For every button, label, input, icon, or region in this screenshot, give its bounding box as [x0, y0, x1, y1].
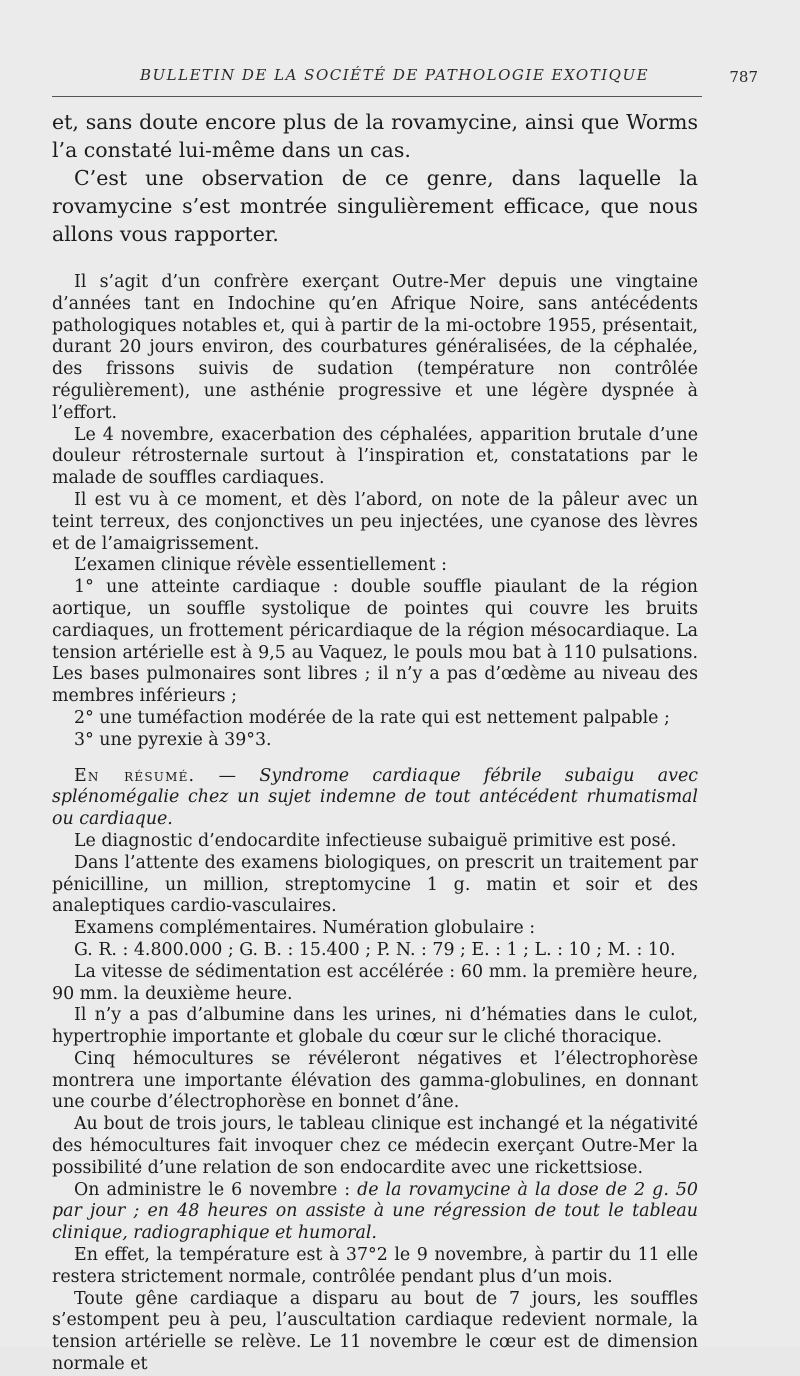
summary-label: En résumé.: [74, 765, 196, 786]
rest-paragraph: Cinq hémocultures se révéleront négatives et l’électrophorèse montrera une importante élévation des gamma-globulines, en donnant une courbe d’électrophorèse en bonnet d’âne.: [52, 1048, 698, 1113]
summary-text: Syndrome cardiaque fébrile subaigu avec splénomégalie chez un sujet indemne de tout antécédent rhumatismal ou cardiaque.: [52, 765, 698, 830]
running-title: BULLETIN DE LA SOCIÉTÉ DE PATHOLOGIE EXOTIQUE: [140, 66, 650, 84]
rest-paragraph: Au bout de trois jours, le tableau clinique est inchangé et la négativité des hémocultures fait invoquer chez ce médecin exerçant Outre-Mer la possibilité d’une relation de son endocardite avec une rickettsiose.: [52, 1114, 698, 1178]
case-paragraph: Le 4 novembre, exacerbation des céphalées, apparition brutale d’une douleur rétrosternale surtout à l’inspiration et, constatations par le malade de souffles cardiaques.: [52, 424, 698, 489]
case-list-item: 1° une atteinte cardiaque : double souffle piaulant de la région aortique, un souffle systolique de pointes qui couvre les bruits cardiaques, un frottement péricardiaque de la région mésocardiaque. La tension artérielle est à 9,5 au Vaquez, le pouls mou bat à 110 pulsations. Les bases pulmonaires sont libres ; il n’y a pas d’œdème au niveau des membres inférieurs ;: [52, 577, 698, 707]
rest-paragraph: Toute gêne cardiaque a disparu au bout de 7 jours, les souffles s’estompent peu à peu, l’auscultation cardiaque redevient normale, la tension artérielle se relève. Le 11 novembre le cœur est de dimension normale et: [52, 1288, 698, 1375]
case-list-item: 3° une pyrexie à 39°3.: [74, 729, 272, 750]
treatment-paragraph: [52, 1180, 698, 1245]
summary-paragraph: [52, 766, 698, 831]
blood-count-line: G. R. : 4.800.000 ; G. B. : 15.400 ; P. N. : 79 ; E. : 1 ; L. : 10 ; M. : 10.: [74, 939, 676, 960]
case-paragraph: Il est vu à ce moment, et dès l’abord, on note de la pâleur avec un teint terreux, des conjonctives un peu injectées, une cyanose des lèvres et de l’amaigrissement.: [52, 489, 698, 554]
rest-paragraph: Examens complémentaires. Numération globulaire :: [74, 918, 536, 939]
intro-section: [52, 108, 698, 248]
case-paragraph: Il s’agit d’un confrère exerçant Outre-Mer depuis une vingtaine d’années tant en Indochine qu’en Afrique Noire, sans antécédents pathologiques notables et, qui à partir de la mi-octobre 1955, présentait, durant 20 jours environ, des courbatures généralisées, de la céphalée, des frissons suivis de sudation (température non contrôlée régulièrement), une asthénie progressive et une légère dyspnée à l’effort.: [52, 272, 698, 423]
rest-paragraph: Dans l’attente des examens biologiques, on prescrit un traitement par pénicilline, un million, streptomycine 1 g. matin et soir et des analeptiques cardio-vasculaires.: [52, 852, 698, 917]
case-paragraph: L’examen clinique révèle essentiellement :: [74, 555, 448, 576]
treatment-italic: de la rovamycine à la dose de 2 g. 50 par jour ; en 48 heures on assiste à une régression de tout le tableau clinique, radiographique et humoral.: [52, 1179, 698, 1244]
page-number: 787: [729, 68, 758, 86]
intro-paragraph: C’est une observation de ce genre, dans laquelle la rovamycine s’est montrée singulièrement efficace, que nous allons vous rapporter.: [52, 166, 698, 246]
case-list-item: 2° une tuméfaction modérée de la rate qui est nettement palpable ;: [74, 707, 670, 728]
rest-paragraph: La vitesse de sédimentation est accélérée : 60 mm. la première heure, 90 mm. la deuxième heure.: [52, 961, 698, 1004]
case-report: [52, 272, 698, 1376]
page-body: [52, 108, 698, 1376]
rest-paragraph: Le diagnostic d’endocardite infectieuse subaiguë primitive est posé.: [74, 830, 677, 851]
rest-paragraph: En effet, la température est à 37°2 le 9 novembre, à partir du 11 elle restera strictement normale, contrôlée pendant plus d’un mois.: [52, 1245, 698, 1287]
rest-paragraph: Il n’y a pas d’albumine dans les urines, ni d’hématies dans le culot, hypertrophie importante et globale du cœur sur le cliché thoracique.: [52, 1005, 698, 1048]
summary-dash: —: [195, 765, 260, 786]
treatment-lead: On administre le 6 novembre :: [74, 1179, 358, 1200]
intro-paragraph: et, sans doute encore plus de la rovamycine, ainsi que Worms l’a constaté lui-même dans un cas.: [52, 110, 698, 162]
section-gap: [52, 752, 698, 766]
page-header: [52, 62, 758, 97]
